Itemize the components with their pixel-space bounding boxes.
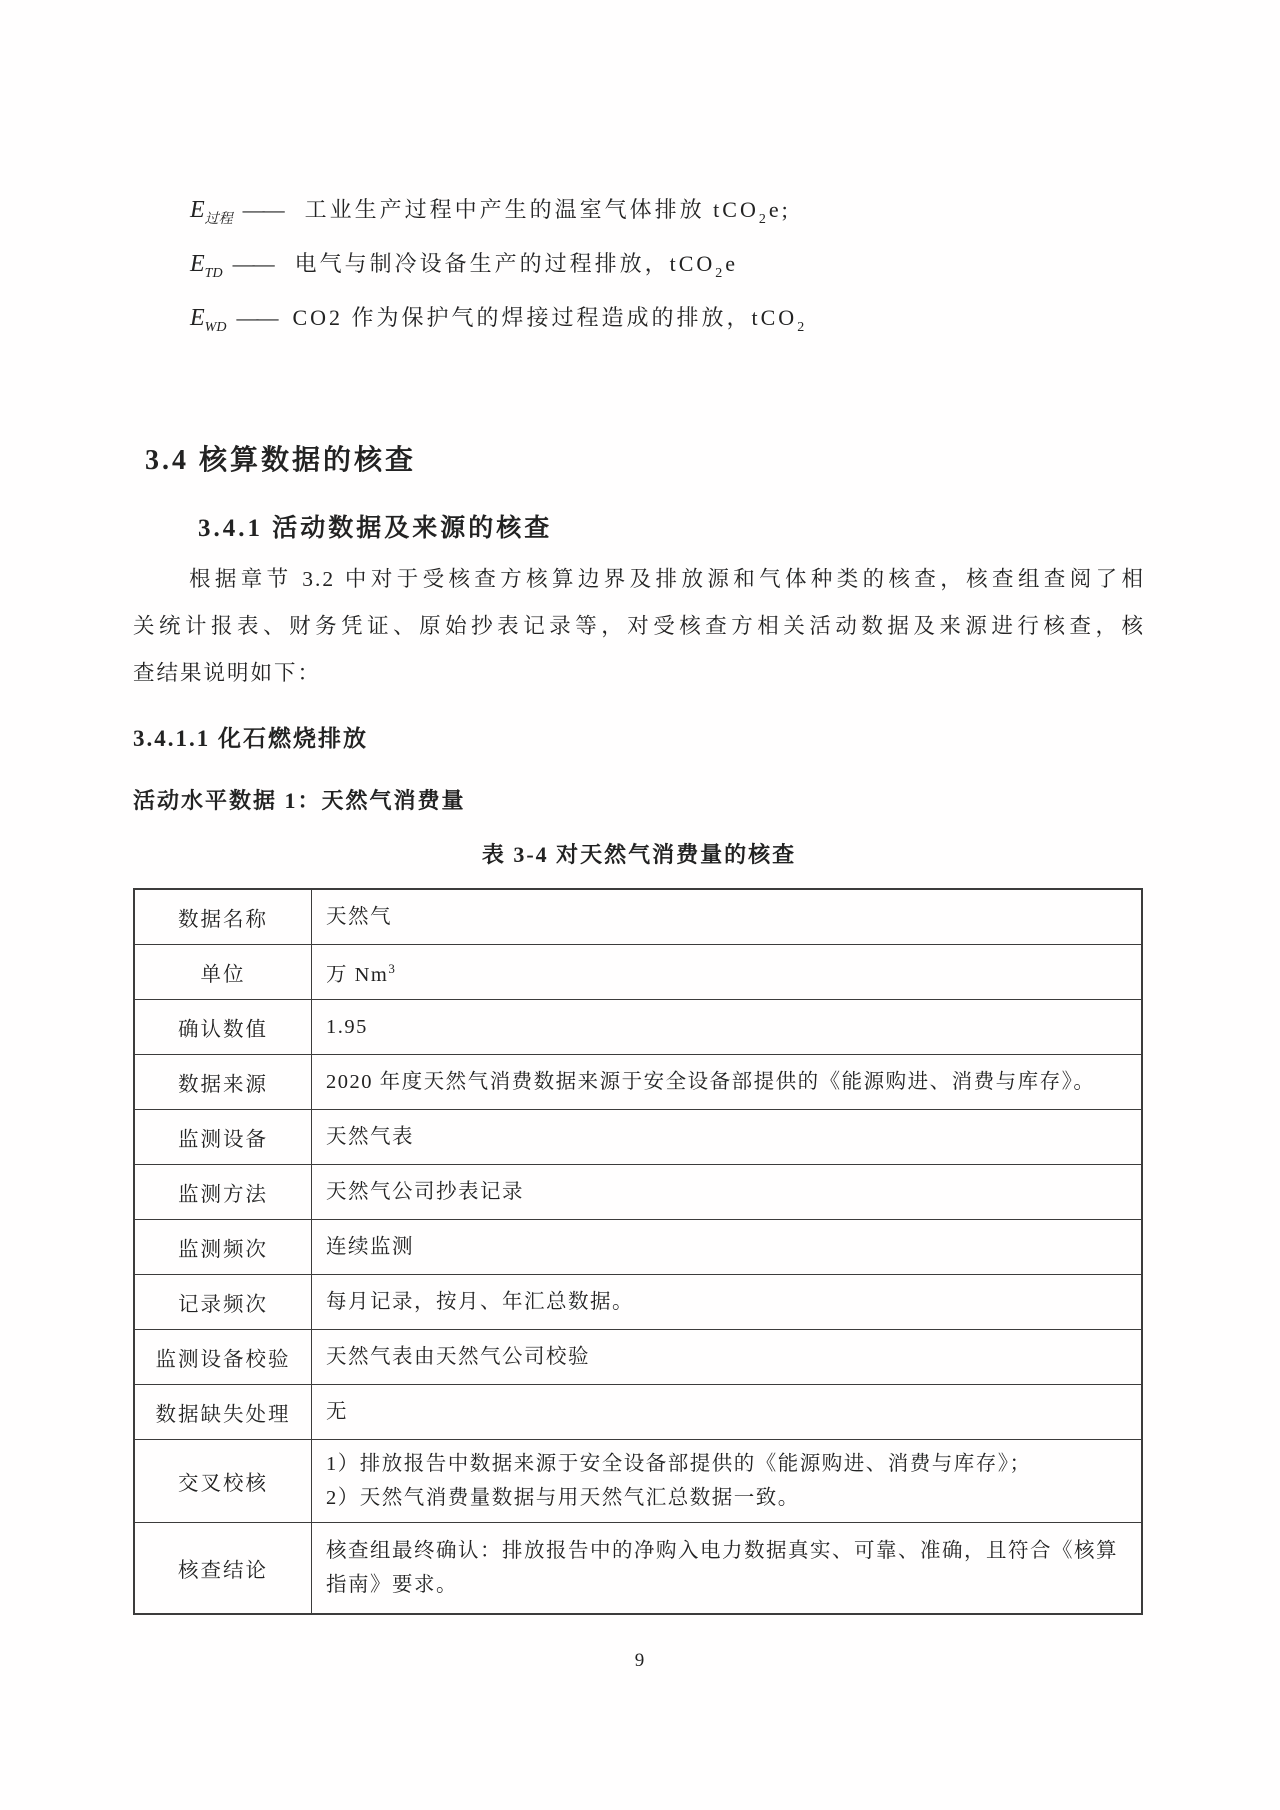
formula-line-e-process — [190, 190, 807, 230]
formula-description: 电气与制冷设备生产的过程排放，tCO$_2$e — [294, 251, 739, 281]
row-label: 数据来源 — [135, 1055, 312, 1109]
row-label: 数据缺失处理 — [135, 1385, 312, 1439]
unit-subscript: 2 — [715, 266, 726, 281]
row-label: 监测方法 — [135, 1165, 312, 1219]
table-row-missing-data-handling — [135, 1385, 1141, 1440]
row-value: 天然气公司抄表记录 — [326, 1181, 524, 1203]
formula-symbol: $E_{过程}$ — [190, 197, 233, 227]
cross-check-line-2: 2）天然气消费量数据与用天然气汇总数据一致。 — [326, 1487, 800, 1509]
unit-subscript: 2 — [797, 320, 808, 335]
table-row-cross-check — [135, 1440, 1141, 1523]
activity-data-label: 活动水平数据 1：天然气消费量 — [133, 788, 466, 813]
row-label: 单位 — [135, 945, 312, 999]
verification-table — [133, 888, 1143, 1615]
row-value: 无 — [326, 1401, 348, 1423]
table-row-device-calibration — [135, 1330, 1141, 1385]
body-paragraph — [133, 556, 1145, 697]
table-row-data-source — [135, 1055, 1141, 1110]
formula-line-e-td — [190, 244, 807, 284]
row-value: 1.95 — [326, 1016, 368, 1038]
section-heading: 3.4 核算数据的核查 — [145, 445, 417, 476]
formula-definitions — [190, 190, 807, 352]
formula-symbol: $E_{TD}$ — [190, 251, 223, 281]
formula-symbol: $E_{WD}$ — [190, 305, 227, 335]
row-label: 确认数值 — [135, 1000, 312, 1054]
em-dash: —— — [236, 305, 277, 330]
cross-check-line-1: 1）排放报告中数据来源于安全设备部提供的《能源购进、消费与库存》； — [326, 1453, 1032, 1475]
table-row-conclusion — [135, 1523, 1141, 1613]
row-value: 连续监测 — [326, 1236, 414, 1258]
formula-description: CO2 作为保护气的焊接过程造成的排放，tCO$_2$ — [292, 305, 808, 335]
table-row-monitoring-device — [135, 1110, 1141, 1165]
unit-superscript: 3 — [388, 961, 397, 976]
paragraph-line: 根据章节 3.2 中对于受核查方核算边界及排放源和气体种类的核查，核查组查阅了相 — [189, 567, 1145, 591]
unit-subscript: 2 — [758, 212, 769, 227]
row-value: 核查组最终确认：排放报告中的净购入电力数据真实、可靠、准确，且符合《核算指南》要求。 — [326, 1540, 1118, 1596]
formula-subscript: WD — [204, 320, 227, 335]
row-label: 监测设备校验 — [135, 1330, 312, 1384]
row-value: 天然气表由天然气公司校验 — [326, 1346, 590, 1368]
table-row-confirmed-value — [135, 1000, 1141, 1055]
table-caption: 表 3-4 对天然气消费量的核查 — [481, 842, 797, 867]
row-value: 2020 年度天然气消费数据来源于安全设备部提供的《能源购进、消费与库存》。 — [326, 1071, 1096, 1093]
table-row-monitoring-method — [135, 1165, 1141, 1220]
row-label: 数据名称 — [135, 890, 312, 944]
table-row-unit — [135, 945, 1141, 1000]
row-label: 监测设备 — [135, 1110, 312, 1164]
paragraph-line: 查结果说明如下： — [133, 661, 322, 685]
row-value: 每月记录，按月、年汇总数据。 — [326, 1291, 634, 1313]
table-row-monitoring-frequency — [135, 1220, 1141, 1275]
formula-subscript: TD — [204, 266, 223, 281]
em-dash: —— — [232, 251, 273, 276]
formula-line-e-wd — [190, 298, 807, 338]
em-dash: —— — [242, 197, 283, 222]
row-value — [312, 1440, 1141, 1522]
row-label: 记录频次 — [135, 1275, 312, 1329]
row-label: 监测频次 — [135, 1220, 312, 1274]
row-value: 万 Nm$^3$ — [326, 961, 397, 986]
paragraph-line: 关统计报表、财务凭证、原始抄表记录等，对受核查方相关活动数据及来源进行核查，核 — [133, 614, 1145, 638]
row-value: 天然气表 — [326, 1126, 414, 1148]
table-row-record-frequency — [135, 1275, 1141, 1330]
row-value: 天然气 — [326, 906, 392, 928]
formula-subscript: 过程 — [204, 212, 233, 227]
row-label: 交叉校核 — [135, 1440, 312, 1522]
table-row-data-name — [135, 890, 1141, 945]
page-number: 9 — [634, 1650, 646, 1671]
row-label: 核查结论 — [135, 1523, 312, 1613]
subsection-heading: 3.4.1 活动数据及来源的核查 — [198, 515, 553, 542]
formula-description: 工业生产过程中产生的温室气体排放 tCO$_2$e; — [304, 197, 791, 227]
subsubsection-heading: 3.4.1.1 化石燃烧排放 — [133, 726, 368, 751]
